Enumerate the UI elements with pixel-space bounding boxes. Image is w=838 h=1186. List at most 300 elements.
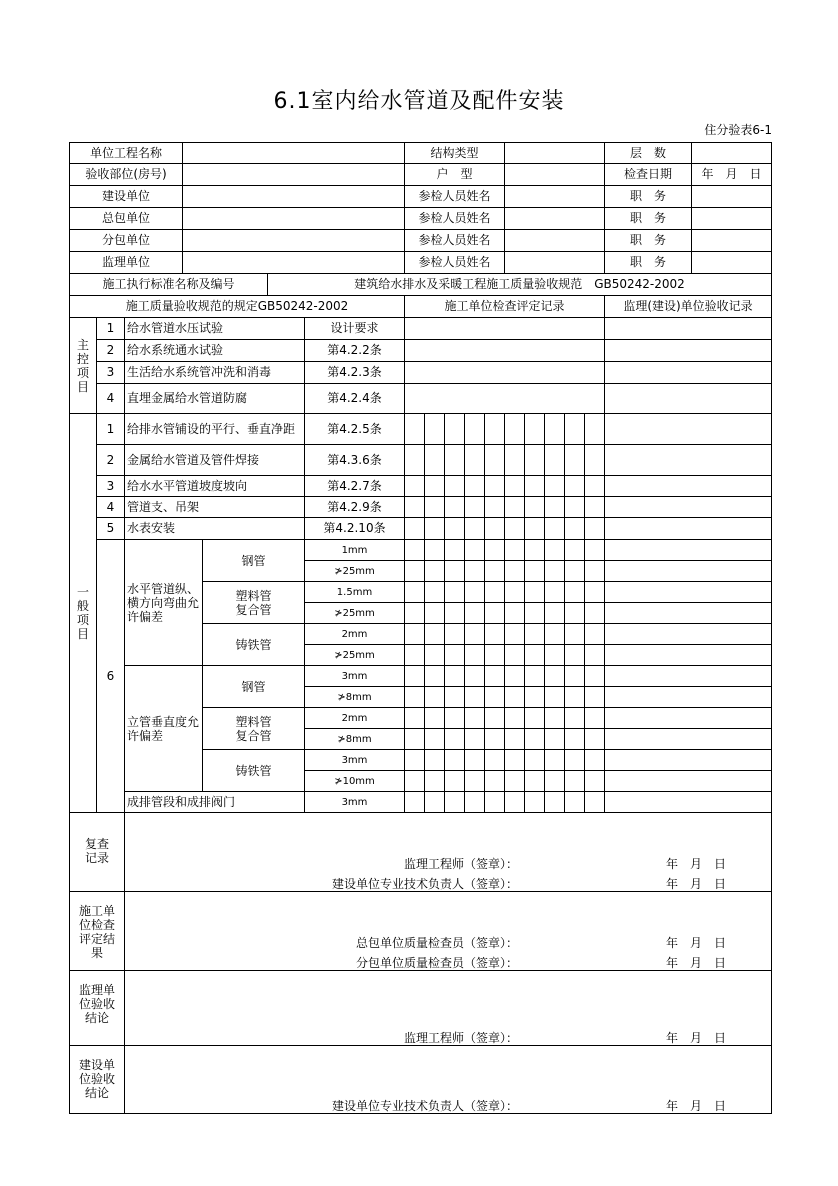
column-spec: 施工质量验收规范的规定GB50242-2002 [69, 295, 405, 318]
signer-label: 分包单位质量检查员（签章）： [355, 956, 518, 970]
check-cell[interactable] [584, 644, 605, 666]
tolerance-spec: ≯25mm [304, 644, 405, 666]
check-cell[interactable] [444, 644, 465, 666]
check-cell[interactable] [564, 686, 585, 708]
check-cell[interactable] [544, 623, 565, 645]
check-cell[interactable] [444, 475, 465, 497]
check-cell[interactable] [504, 496, 525, 518]
check-cell[interactable] [564, 560, 585, 582]
header-value-field[interactable] [504, 251, 605, 274]
signoff-label-text: 建设单位验收结论 [78, 1058, 115, 1100]
item-number: 1 [96, 413, 125, 445]
check-record-field[interactable] [404, 361, 605, 384]
check-cell[interactable] [484, 665, 505, 687]
check-cell[interactable] [564, 581, 585, 603]
check-cell[interactable] [464, 444, 485, 476]
item-spec: 第4.2.5条 [304, 413, 405, 445]
supervision-record-field[interactable] [604, 602, 772, 624]
check-cell[interactable] [444, 665, 465, 687]
pipe-material [202, 665, 305, 708]
check-cell[interactable] [524, 475, 545, 497]
check-cell[interactable] [504, 665, 525, 687]
check-cell[interactable] [424, 539, 445, 561]
check-record-field[interactable] [404, 339, 605, 362]
check-cell[interactable] [484, 496, 505, 518]
check-cell[interactable] [484, 413, 505, 445]
check-cell[interactable] [404, 475, 425, 497]
check-cell[interactable] [424, 496, 445, 518]
supervision-record-field[interactable] [604, 560, 772, 582]
check-cell[interactable] [404, 644, 425, 666]
check-cell[interactable] [564, 539, 585, 561]
check-cell[interactable] [544, 644, 565, 666]
check-cell[interactable] [584, 581, 605, 603]
check-cell[interactable] [484, 581, 505, 603]
check-cell[interactable] [584, 444, 605, 476]
check-cell[interactable] [584, 728, 605, 750]
signoff-date: 年 月 日 [666, 936, 727, 950]
check-cell[interactable] [504, 770, 525, 792]
check-cell[interactable] [504, 413, 525, 445]
check-cell[interactable] [504, 602, 525, 624]
item-number: 6 [96, 539, 125, 813]
header-label: 职 务 [604, 251, 692, 274]
supervision-record-field[interactable] [604, 749, 772, 771]
check-cell[interactable] [584, 496, 605, 518]
check-cell[interactable] [404, 560, 425, 582]
check-cell[interactable] [444, 560, 465, 582]
header-value-field[interactable] [182, 163, 405, 186]
header-value-field[interactable] [182, 229, 405, 252]
check-cell[interactable] [464, 791, 485, 813]
tolerance-spec: 3mm [304, 665, 405, 687]
item-spec: 第4.2.7条 [304, 475, 405, 497]
check-cell[interactable] [524, 517, 545, 540]
check-cell[interactable] [424, 560, 445, 582]
check-cell[interactable] [524, 581, 545, 603]
tolerance-spec: ≯8mm [304, 686, 405, 708]
header-label: 参检人员姓名 [404, 185, 505, 208]
check-cell[interactable] [424, 707, 445, 729]
header-label: 监理单位 [69, 251, 183, 274]
check-cell[interactable] [404, 623, 425, 645]
item-spec: 设计要求 [304, 317, 405, 340]
check-cell[interactable] [524, 728, 545, 750]
check-cell[interactable] [564, 623, 585, 645]
tolerance-spec: 1.5mm [304, 581, 405, 603]
check-cell[interactable] [464, 413, 485, 445]
check-cell[interactable] [404, 791, 425, 813]
form-code: 住分验表6-1 [704, 123, 772, 137]
check-cell[interactable] [444, 791, 465, 813]
check-cell[interactable] [484, 770, 505, 792]
check-cell[interactable] [504, 749, 525, 771]
signoff-label-text: 监理单位验收结论 [78, 983, 115, 1025]
check-cell[interactable] [504, 686, 525, 708]
signoff-date: 年 月 日 [666, 956, 727, 970]
signer-label: 总包单位质量检查员（签章）： [355, 936, 518, 950]
check-cell[interactable] [464, 770, 485, 792]
check-cell[interactable] [464, 517, 485, 540]
check-cell[interactable] [484, 623, 505, 645]
deviation-group-text: 水平管道纵、横方向弯曲允许偏差 [127, 581, 200, 624]
check-cell[interactable] [544, 665, 565, 687]
supervision-record-field[interactable] [604, 444, 772, 476]
check-cell[interactable] [404, 539, 425, 561]
header-value-field[interactable] [504, 185, 605, 208]
check-cell[interactable] [484, 644, 505, 666]
check-cell[interactable] [584, 413, 605, 445]
check-cell[interactable] [424, 444, 445, 476]
check-cell[interactable] [524, 749, 545, 771]
check-cell[interactable] [444, 517, 465, 540]
check-cell[interactable] [444, 581, 465, 603]
check-cell[interactable] [444, 728, 465, 750]
header-value-field[interactable] [182, 251, 405, 274]
item-number: 3 [96, 361, 125, 384]
item-number: 2 [96, 444, 125, 476]
check-cell[interactable] [504, 517, 525, 540]
check-cell[interactable] [524, 665, 545, 687]
supervision-record-field[interactable] [604, 317, 772, 340]
check-cell[interactable] [484, 539, 505, 561]
header-label: 验收部位(房号) [69, 163, 183, 186]
check-cell[interactable] [444, 539, 465, 561]
pipe-material [202, 539, 305, 582]
check-cell[interactable] [564, 517, 585, 540]
check-cell[interactable] [524, 644, 545, 666]
item-name: 给水水平管道坡度坡向 [124, 475, 305, 497]
header-value-field[interactable] [691, 142, 772, 164]
check-cell[interactable] [544, 770, 565, 792]
standard-label: 施工执行标准名称及编号 [69, 273, 268, 296]
check-cell[interactable] [424, 623, 445, 645]
check-cell[interactable] [424, 749, 445, 771]
item-name: 给排水管铺设的平行、垂直净距 [124, 413, 305, 445]
check-cell[interactable] [524, 770, 545, 792]
check-cell[interactable] [404, 728, 425, 750]
check-cell[interactable] [584, 707, 605, 729]
signer-label: 建设单位专业技术负责人（签章）： [331, 877, 518, 891]
check-cell[interactable] [464, 665, 485, 687]
check-cell[interactable] [484, 517, 505, 540]
check-cell[interactable] [504, 475, 525, 497]
item-number: 4 [96, 383, 125, 414]
supervision-record-field[interactable] [604, 581, 772, 603]
header-label: 职 务 [604, 207, 692, 230]
check-cell[interactable] [424, 517, 445, 540]
check-cell[interactable] [404, 707, 425, 729]
check-cell[interactable] [464, 644, 485, 666]
tolerance-spec: 3mm [304, 749, 405, 771]
check-cell[interactable] [564, 444, 585, 476]
supervision-record-field[interactable] [604, 623, 772, 645]
check-cell[interactable] [424, 791, 445, 813]
header-label: 职 务 [604, 229, 692, 252]
check-cell[interactable] [404, 581, 425, 603]
check-cell[interactable] [444, 444, 465, 476]
supervision-record-field[interactable] [604, 644, 772, 666]
check-cell[interactable] [484, 686, 505, 708]
tolerance-spec: 3mm [304, 791, 405, 813]
check-cell[interactable] [504, 539, 525, 561]
check-cell[interactable] [484, 791, 505, 813]
check-cell[interactable] [484, 475, 505, 497]
supervision-record-field[interactable] [604, 770, 772, 792]
check-cell[interactable] [504, 791, 525, 813]
supervision-record-field[interactable] [604, 686, 772, 708]
check-cell[interactable] [424, 581, 445, 603]
header-label: 分包单位 [69, 229, 183, 252]
check-cell[interactable] [544, 707, 565, 729]
item-spec: 第4.3.6条 [304, 444, 405, 476]
header-value-field[interactable] [504, 207, 605, 230]
check-cell[interactable] [584, 749, 605, 771]
header-value-field[interactable] [182, 207, 405, 230]
check-cell[interactable] [444, 496, 465, 518]
main-section-label-text: 主控项目 [77, 337, 90, 394]
header-value-field[interactable] [504, 229, 605, 252]
check-cell[interactable] [564, 791, 585, 813]
header-label: 参检人员姓名 [404, 251, 505, 274]
check-cell[interactable] [544, 686, 565, 708]
item-number: 5 [96, 517, 125, 540]
supervision-record-field[interactable] [604, 728, 772, 750]
check-cell[interactable] [424, 770, 445, 792]
check-cell[interactable] [464, 728, 485, 750]
check-cell[interactable] [524, 707, 545, 729]
check-cell[interactable] [484, 444, 505, 476]
check-cell[interactable] [404, 665, 425, 687]
signoff-date: 年 月 日 [666, 1099, 727, 1113]
check-cell[interactable] [424, 644, 445, 666]
check-cell[interactable] [584, 475, 605, 497]
check-cell[interactable] [524, 444, 545, 476]
check-cell[interactable] [464, 581, 485, 603]
pipe-material [202, 623, 305, 666]
tolerance-spec: ≯8mm [304, 728, 405, 750]
deviation-group [124, 539, 203, 666]
check-cell[interactable] [564, 749, 585, 771]
item-number: 2 [96, 339, 125, 362]
header-value-field[interactable] [182, 185, 405, 208]
supervision-record-field[interactable] [604, 539, 772, 561]
check-cell[interactable] [464, 475, 485, 497]
check-cell[interactable] [584, 539, 605, 561]
check-cell[interactable] [524, 560, 545, 582]
check-cell[interactable] [424, 728, 445, 750]
tolerance-spec: ≯10mm [304, 770, 405, 792]
check-cell[interactable] [564, 475, 585, 497]
item-spec: 第4.2.3条 [304, 361, 405, 384]
check-cell[interactable] [404, 770, 425, 792]
signer-label: 建设单位专业技术负责人（签章）： [331, 1099, 518, 1113]
check-cell[interactable] [444, 623, 465, 645]
check-cell[interactable] [464, 707, 485, 729]
check-cell[interactable] [504, 623, 525, 645]
check-cell[interactable] [564, 413, 585, 445]
check-cell[interactable] [404, 444, 425, 476]
header-value-field[interactable] [691, 207, 772, 230]
check-cell[interactable] [544, 539, 565, 561]
item-spec: 第4.2.10条 [304, 517, 405, 540]
check-cell[interactable] [584, 623, 605, 645]
signoff-label [69, 1045, 125, 1114]
check-cell[interactable] [584, 517, 605, 540]
check-cell[interactable] [544, 560, 565, 582]
check-cell[interactable] [424, 665, 445, 687]
item-name: 管道支、吊架 [124, 496, 305, 518]
check-cell[interactable] [524, 496, 545, 518]
standard-value: 建筑给水排水及采暖工程施工质量验收规范 GB50242-2002 [267, 273, 772, 296]
pipe-material-text: 铸铁管 [235, 637, 272, 652]
pipe-material-text: 铸铁管 [235, 763, 272, 778]
header-value-field[interactable] [691, 229, 772, 252]
check-cell[interactable] [504, 560, 525, 582]
check-cell[interactable] [484, 602, 505, 624]
check-cell[interactable] [544, 749, 565, 771]
item-number: 1 [96, 317, 125, 340]
item-name: 给水系统通水试验 [124, 339, 305, 362]
check-cell[interactable] [544, 444, 565, 476]
supervision-record-field[interactable] [604, 339, 772, 362]
item-spec: 第4.2.2条 [304, 339, 405, 362]
check-cell[interactable] [544, 475, 565, 497]
check-cell[interactable] [564, 707, 585, 729]
header-label: 参检人员姓名 [404, 229, 505, 252]
check-cell[interactable] [584, 686, 605, 708]
check-cell[interactable] [464, 560, 485, 582]
check-cell[interactable] [584, 770, 605, 792]
check-cell[interactable] [424, 413, 445, 445]
check-cell[interactable] [444, 413, 465, 445]
check-cell[interactable] [544, 517, 565, 540]
supervision-record-field[interactable] [604, 413, 772, 445]
check-cell[interactable] [464, 749, 485, 771]
check-cell[interactable] [544, 728, 565, 750]
check-cell[interactable] [444, 602, 465, 624]
check-cell[interactable] [464, 602, 485, 624]
check-cell[interactable] [504, 444, 525, 476]
check-cell[interactable] [444, 749, 465, 771]
check-cell[interactable] [424, 602, 445, 624]
header-value-field[interactable] [182, 142, 405, 164]
check-cell[interactable] [484, 707, 505, 729]
check-cell[interactable] [464, 539, 485, 561]
check-cell[interactable] [564, 770, 585, 792]
supervision-record-field[interactable] [604, 496, 772, 518]
header-label: 层 数 [604, 142, 692, 164]
check-cell[interactable] [544, 602, 565, 624]
check-cell[interactable] [464, 623, 485, 645]
check-cell[interactable] [404, 602, 425, 624]
check-cell[interactable] [524, 539, 545, 561]
supervision-record-field[interactable] [604, 517, 772, 540]
header-label: 参检人员姓名 [404, 207, 505, 230]
check-cell[interactable] [404, 413, 425, 445]
signoff-date: 年 月 日 [666, 857, 727, 871]
header-label: 检查日期 [604, 163, 692, 186]
signoff-label [69, 812, 125, 892]
check-record-field[interactable] [404, 317, 605, 340]
check-cell[interactable] [564, 728, 585, 750]
header-value-field[interactable] [504, 142, 605, 164]
check-cell[interactable] [404, 496, 425, 518]
check-cell[interactable] [564, 496, 585, 518]
check-cell[interactable] [504, 728, 525, 750]
signoff-label-text: 施工单位检查评定结果 [78, 904, 115, 960]
check-cell[interactable] [404, 686, 425, 708]
check-cell[interactable] [424, 475, 445, 497]
check-cell[interactable] [584, 602, 605, 624]
supervision-record-field[interactable] [604, 361, 772, 384]
column-check: 施工单位检查评定记录 [404, 295, 605, 318]
check-cell[interactable] [544, 791, 565, 813]
header-value-field[interactable] [691, 185, 772, 208]
check-cell[interactable] [404, 517, 425, 540]
check-cell[interactable] [524, 791, 545, 813]
check-cell[interactable] [524, 413, 545, 445]
check-cell[interactable] [484, 560, 505, 582]
check-cell[interactable] [584, 665, 605, 687]
supervision-record-field[interactable] [604, 383, 772, 414]
supervision-record-field[interactable] [604, 791, 772, 813]
check-cell[interactable] [504, 581, 525, 603]
item-spec: 第4.2.4条 [304, 383, 405, 414]
header-label: 单位工程名称 [69, 142, 183, 164]
item-number: 3 [96, 475, 125, 497]
check-cell[interactable] [504, 707, 525, 729]
supervision-record-field[interactable] [604, 665, 772, 687]
check-cell[interactable] [404, 749, 425, 771]
check-cell[interactable] [544, 581, 565, 603]
header-value-field[interactable] [504, 163, 605, 186]
deviation-group [124, 665, 203, 792]
pipe-material [202, 707, 305, 750]
check-record-field[interactable] [404, 383, 605, 414]
check-cell[interactable] [444, 686, 465, 708]
check-cell[interactable] [564, 644, 585, 666]
check-cell[interactable] [564, 665, 585, 687]
signoff-date: 年 月 日 [666, 1031, 727, 1045]
check-cell[interactable] [504, 644, 525, 666]
supervision-record-field[interactable] [604, 707, 772, 729]
signoff-label [69, 891, 125, 971]
check-cell[interactable] [584, 791, 605, 813]
check-cell[interactable] [444, 770, 465, 792]
check-cell[interactable] [544, 496, 565, 518]
signer-label: 监理工程师（签章）： [403, 857, 518, 871]
check-cell[interactable] [524, 686, 545, 708]
header-label: 职 务 [604, 185, 692, 208]
check-cell[interactable] [464, 496, 485, 518]
header-value-field[interactable] [691, 251, 772, 274]
item-name: 生活给水系统管冲洗和消毒 [124, 361, 305, 384]
check-cell[interactable] [584, 560, 605, 582]
check-cell[interactable] [484, 728, 505, 750]
supervision-record-field[interactable] [604, 475, 772, 497]
check-cell[interactable] [464, 686, 485, 708]
check-cell[interactable] [524, 602, 545, 624]
check-cell[interactable] [424, 686, 445, 708]
check-cell[interactable] [544, 413, 565, 445]
header-label: 结构类型 [404, 142, 505, 164]
check-cell[interactable] [484, 749, 505, 771]
general-section-label-text: 一 般 项 目 [77, 585, 90, 641]
check-cell[interactable] [444, 707, 465, 729]
check-cell[interactable] [564, 602, 585, 624]
check-cell[interactable] [524, 623, 545, 645]
